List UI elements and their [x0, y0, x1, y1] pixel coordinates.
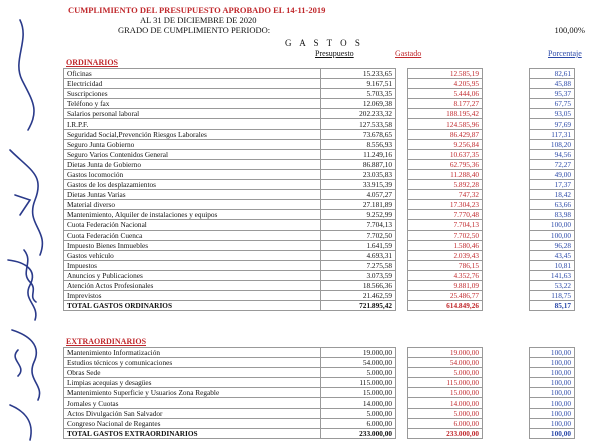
row-label: Anuncios y Publicaciones [64, 270, 321, 280]
gastado-cell: 124.585,96 [408, 119, 483, 129]
cell-gap [396, 240, 408, 250]
porcentaje-cell: 93,05 [530, 109, 575, 119]
porcentaje-cell: 100,00 [530, 388, 575, 398]
cell-gap [396, 180, 408, 190]
cell-gap [396, 139, 408, 149]
gastado-cell: 5.000,00 [408, 408, 483, 418]
porcentaje-cell: 94,56 [530, 149, 575, 159]
gastado-cell: 19.000,00 [408, 348, 483, 358]
porcentaje-cell: 100,00 [530, 358, 575, 368]
presupuesto-cell: 127.533,58 [321, 119, 396, 129]
row-label: Impuestos [64, 260, 321, 270]
porcentaje-cell: 100,00 [530, 368, 575, 378]
cell-gap [483, 200, 530, 210]
presupuesto-cell: 202.233,32 [321, 109, 396, 119]
cell-gap [396, 89, 408, 99]
table-ordinarios [63, 68, 575, 311]
cell-gap [396, 79, 408, 89]
gastado-cell: 17.304,23 [408, 200, 483, 210]
presupuesto-cell: 5.703,35 [321, 89, 396, 99]
table-row [64, 89, 575, 99]
row-label: Cuota Federación Nacional [64, 220, 321, 230]
cell-gap [483, 109, 530, 119]
presupuesto-cell: 7.702,50 [321, 230, 396, 240]
cell-gap [483, 139, 530, 149]
cell-gap [396, 291, 408, 301]
row-label: Congreso Nacional de Regantes [64, 418, 321, 428]
total-row [64, 428, 575, 438]
cell-gap [483, 119, 530, 129]
row-label: Suscripciones [64, 89, 321, 99]
table-row [64, 159, 575, 169]
table-row [64, 398, 575, 408]
porcentaje-cell: 100,00 [530, 408, 575, 418]
gastado-cell: 614.849,26 [408, 301, 483, 311]
presupuesto-cell: 18.566,36 [321, 280, 396, 290]
col-porcentaje-header: Porcentaje [548, 49, 582, 58]
row-label: Imprevistos [64, 291, 321, 301]
grado-value: 100,00% [554, 25, 585, 35]
row-label: Seguridad Social,Prevención Riesgos Laborales [64, 129, 321, 139]
presupuesto-cell: 3.073,59 [321, 270, 396, 280]
row-label: Oficinas [64, 69, 321, 79]
table-row [64, 418, 575, 428]
gastado-cell: 4.205,95 [408, 79, 483, 89]
porcentaje-cell: 100,00 [530, 220, 575, 230]
gastado-cell: 15.000,00 [408, 388, 483, 398]
row-label: Limpias acequias y desagües [64, 378, 321, 388]
row-label: Atención Actos Profesionales [64, 280, 321, 290]
table-row [64, 348, 575, 358]
gastado-cell: 5.444,06 [408, 89, 483, 99]
gastado-cell: 8.177,27 [408, 99, 483, 109]
gastado-cell: 7.704,13 [408, 220, 483, 230]
cell-gap [483, 388, 530, 398]
gastado-cell: 14.000,00 [408, 398, 483, 408]
presupuesto-cell: 14.000,00 [321, 398, 396, 408]
cell-gap [396, 69, 408, 79]
cell-gap [396, 280, 408, 290]
row-label: Dietas Juntas Varias [64, 190, 321, 200]
table-row [64, 69, 575, 79]
report-title: CUMPLIMIENTO DEL PRESUPUESTO APROBADO EL 14-11-2019 [68, 5, 326, 15]
gastado-cell: 9.881,09 [408, 280, 483, 290]
porcentaje-cell: 100,00 [530, 348, 575, 358]
table-row [64, 260, 575, 270]
porcentaje-cell: 97,69 [530, 119, 575, 129]
cell-gap [483, 230, 530, 240]
porcentaje-cell: 45,88 [530, 79, 575, 89]
presupuesto-cell: 33.915,39 [321, 180, 396, 190]
table-row [64, 169, 575, 179]
cell-gap [483, 79, 530, 89]
porcentaje-cell: 118,75 [530, 291, 575, 301]
table-row [64, 408, 575, 418]
section-title-extraordinarios: EXTRAORDINARIOS [66, 337, 147, 346]
cell-gap [483, 378, 530, 388]
cell-gap [396, 169, 408, 179]
porcentaje-cell: 141,63 [530, 270, 575, 280]
row-label: Electricidad [64, 79, 321, 89]
cell-gap [396, 301, 408, 311]
porcentaje-cell: 100,00 [530, 428, 575, 438]
cell-gap [396, 418, 408, 428]
row-label: Estudios técnicos y comunicaciones [64, 358, 321, 368]
row-label: Mantenimiento Superficie y Usuarios Zona Regable [64, 388, 321, 398]
table-row [64, 149, 575, 159]
table-row [64, 378, 575, 388]
gastado-cell: 5.892,28 [408, 180, 483, 190]
table-row [64, 240, 575, 250]
cell-gap [483, 240, 530, 250]
col-gastado-header: Gastado [395, 49, 422, 58]
table-row [64, 129, 575, 139]
table-row [64, 358, 575, 368]
porcentaje-cell: 108,20 [530, 139, 575, 149]
cell-gap [396, 159, 408, 169]
table-row [64, 119, 575, 129]
porcentaje-cell: 53,22 [530, 280, 575, 290]
presupuesto-cell: 12.069,38 [321, 99, 396, 109]
gastado-cell: 10.637,35 [408, 149, 483, 159]
presupuesto-cell: 233.000,00 [321, 428, 396, 438]
row-label: Actos Divulgación San Salvador [64, 408, 321, 418]
table-row [64, 109, 575, 119]
porcentaje-cell: 85,17 [530, 301, 575, 311]
cell-gap [483, 368, 530, 378]
gastado-cell: 9.256,84 [408, 139, 483, 149]
cell-gap [396, 149, 408, 159]
cell-gap [396, 378, 408, 388]
cell-gap [483, 180, 530, 190]
row-label: Teléfono y fax [64, 99, 321, 109]
gastado-cell: 7.702,50 [408, 230, 483, 240]
table-row [64, 180, 575, 190]
row-label: I.R.P.F. [64, 119, 321, 129]
porcentaje-cell: 100,00 [530, 398, 575, 408]
presupuesto-cell: 23.035,83 [321, 169, 396, 179]
cell-gap [483, 301, 530, 311]
gastado-cell: 62.795,36 [408, 159, 483, 169]
cell-gap [396, 348, 408, 358]
gastado-cell: 786,15 [408, 260, 483, 270]
gastado-cell: 4.352,76 [408, 270, 483, 280]
gastado-cell: 25.486,77 [408, 291, 483, 301]
row-label: TOTAL GASTOS ORDINARIOS [64, 301, 321, 311]
gastado-cell: 1.580,46 [408, 240, 483, 250]
presupuesto-cell: 721.895,42 [321, 301, 396, 311]
cell-gap [396, 270, 408, 280]
table-row [64, 79, 575, 89]
cell-gap [483, 250, 530, 260]
presupuesto-cell: 9.167,51 [321, 79, 396, 89]
presupuesto-cell: 19.000,00 [321, 348, 396, 358]
cell-gap [483, 408, 530, 418]
porcentaje-cell: 100,00 [530, 230, 575, 240]
cell-gap [396, 99, 408, 109]
cell-gap [396, 230, 408, 240]
cell-gap [483, 428, 530, 438]
gastado-cell: 233.000,00 [408, 428, 483, 438]
cell-gap [483, 190, 530, 200]
cell-gap [396, 408, 408, 418]
table-row [64, 190, 575, 200]
gastado-cell: 12.585,19 [408, 69, 483, 79]
porcentaje-cell: 17,37 [530, 180, 575, 190]
cell-gap [483, 348, 530, 358]
cell-gap [396, 109, 408, 119]
porcentaje-cell: 18,42 [530, 190, 575, 200]
row-label: Mantenimiento, Alquiler de instalaciones y equipos [64, 210, 321, 220]
porcentaje-cell: 10,81 [530, 260, 575, 270]
presupuesto-cell: 5.000,00 [321, 368, 396, 378]
row-label: Salarios personal laboral [64, 109, 321, 119]
cell-gap [396, 428, 408, 438]
table-row [64, 220, 575, 230]
cell-gap [396, 190, 408, 200]
presupuesto-cell: 8.556,93 [321, 139, 396, 149]
presupuesto-cell: 73.678,65 [321, 129, 396, 139]
cell-gap [483, 69, 530, 79]
presupuesto-cell: 6.000,00 [321, 418, 396, 428]
presupuesto-cell: 7.275,58 [321, 260, 396, 270]
porcentaje-cell: 49,00 [530, 169, 575, 179]
presupuesto-cell: 115.000,00 [321, 378, 396, 388]
table-row [64, 291, 575, 301]
row-label: Dietas Junta de Gobierno [64, 159, 321, 169]
cell-gap [396, 388, 408, 398]
grado-label: GRADO DE CUMPLIMIENTO PERIODO: [118, 25, 271, 35]
cell-gap [483, 260, 530, 270]
section-title-ordinarios: ORDINARIOS [66, 58, 119, 67]
row-label: Jornales y Cuotas [64, 398, 321, 408]
gastado-cell: 7.770,48 [408, 210, 483, 220]
table-row [64, 368, 575, 378]
presupuesto-cell: 1.641,59 [321, 240, 396, 250]
table-row [64, 270, 575, 280]
table-row [64, 210, 575, 220]
presupuesto-cell: 4.693,31 [321, 250, 396, 260]
cell-gap [483, 398, 530, 408]
cell-gap [483, 270, 530, 280]
handwritten-signature-icon [0, 0, 60, 446]
porcentaje-cell: 63,66 [530, 200, 575, 210]
gastado-cell: 54.000,00 [408, 358, 483, 368]
porcentaje-cell: 83,98 [530, 210, 575, 220]
col-presupuesto-header: Presupuesto [315, 49, 354, 58]
row-label: Gastos de los desplazamientos [64, 180, 321, 190]
gastos-heading: G A S T O S [285, 38, 363, 48]
table-row [64, 280, 575, 290]
table-extraordinarios [63, 347, 575, 439]
cell-gap [483, 291, 530, 301]
presupuesto-cell: 54.000,00 [321, 358, 396, 368]
porcentaje-cell: 100,00 [530, 378, 575, 388]
cell-gap [396, 220, 408, 230]
cell-gap [396, 200, 408, 210]
cell-gap [396, 119, 408, 129]
gastado-cell: 115.000,00 [408, 378, 483, 388]
cell-gap [396, 260, 408, 270]
presupuesto-cell: 4.057,27 [321, 190, 396, 200]
cell-gap [396, 368, 408, 378]
presupuesto-cell: 15.233,65 [321, 69, 396, 79]
table-row [64, 250, 575, 260]
porcentaje-cell: 117,31 [530, 129, 575, 139]
gastado-cell: 2.039,43 [408, 250, 483, 260]
row-label: Impuesto Bienes Inmuebles [64, 240, 321, 250]
cell-gap [396, 358, 408, 368]
porcentaje-cell: 82,61 [530, 69, 575, 79]
row-label: Obras Sede [64, 368, 321, 378]
cell-gap [483, 159, 530, 169]
presupuesto-cell: 21.462,59 [321, 291, 396, 301]
row-label: Seguro Junta Gobierno [64, 139, 321, 149]
row-label: Material diverso [64, 200, 321, 210]
presupuesto-cell: 15.000,00 [321, 388, 396, 398]
cell-gap [483, 418, 530, 428]
porcentaje-cell: 43,45 [530, 250, 575, 260]
table-row [64, 230, 575, 240]
cell-gap [483, 149, 530, 159]
table-row [64, 99, 575, 109]
cell-gap [396, 250, 408, 260]
cell-gap [483, 220, 530, 230]
row-label: Gastos vehículo [64, 250, 321, 260]
cell-gap [396, 210, 408, 220]
gastado-cell: 6.000,00 [408, 418, 483, 428]
presupuesto-cell: 9.252,99 [321, 210, 396, 220]
table-row [64, 388, 575, 398]
porcentaje-cell: 96,28 [530, 240, 575, 250]
row-label: Mantenimiento Informatización [64, 348, 321, 358]
cell-gap [483, 358, 530, 368]
row-label: TOTAL GASTOS EXTRAORDINARIOS [64, 428, 321, 438]
presupuesto-cell: 86.887,10 [321, 159, 396, 169]
table-row [64, 139, 575, 149]
total-row [64, 301, 575, 311]
porcentaje-cell: 72,27 [530, 159, 575, 169]
report-date: AL 31 DE DICIEMBRE DE 2020 [140, 15, 257, 25]
cell-gap [483, 280, 530, 290]
cell-gap [483, 99, 530, 109]
gastado-cell: 747,32 [408, 190, 483, 200]
table-row [64, 200, 575, 210]
row-label: Gastos locomoción [64, 169, 321, 179]
row-label: Cuota Federación Cuenca [64, 230, 321, 240]
gastado-cell: 86.429,87 [408, 129, 483, 139]
porcentaje-cell: 67,75 [530, 99, 575, 109]
gastado-cell: 188.195,42 [408, 109, 483, 119]
cell-gap [396, 129, 408, 139]
gastado-cell: 5.000,00 [408, 368, 483, 378]
cell-gap [483, 129, 530, 139]
presupuesto-cell: 5.000,00 [321, 408, 396, 418]
presupuesto-cell: 11.249,16 [321, 149, 396, 159]
gastado-cell: 11.288,40 [408, 169, 483, 179]
cell-gap [396, 398, 408, 408]
cell-gap [483, 169, 530, 179]
row-label: Seguro Varios Contenidos General [64, 149, 321, 159]
cell-gap [483, 210, 530, 220]
presupuesto-cell: 27.181,89 [321, 200, 396, 210]
porcentaje-cell: 95,37 [530, 89, 575, 99]
cell-gap [483, 89, 530, 99]
presupuesto-cell: 7.704,13 [321, 220, 396, 230]
porcentaje-cell: 100,00 [530, 418, 575, 428]
